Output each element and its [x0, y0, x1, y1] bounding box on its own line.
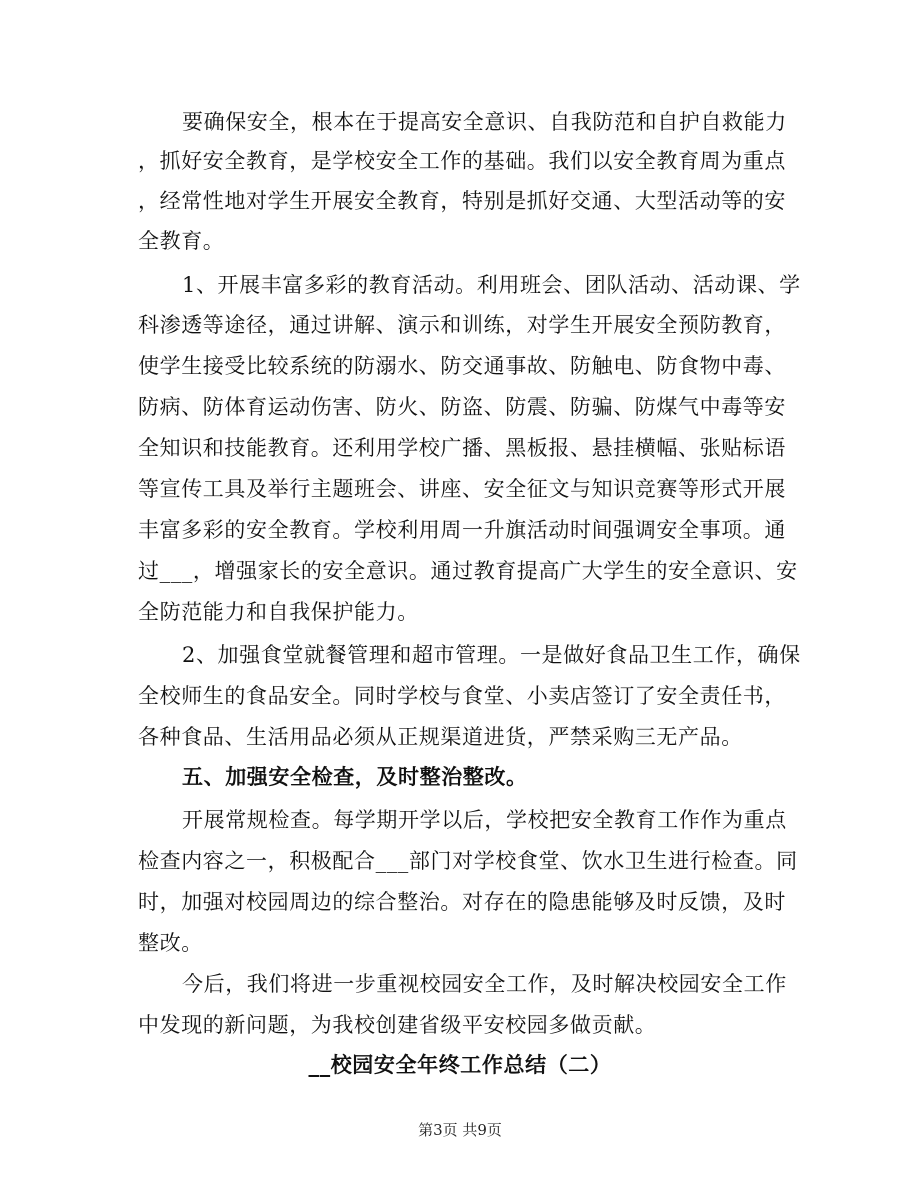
paragraph-1-line-3: ，经常性地对学生开展安全教育，特别是抓好交通、大型活动等的安 [138, 189, 786, 213]
paragraph-2-line-1: 1、开展丰富多彩的教育活动。利用班会、团队活动、活动课、学 [182, 273, 801, 297]
paragraph-3-line-2: 全校师生的食品安全。同时学校与食堂、小卖店签订了安全责任书， [138, 684, 786, 708]
paragraph-5-line-1: 今后，我们将进一步重视校园安全工作，及时解决校园安全工作 [182, 972, 787, 996]
page-number: 第3页 共9页 [418, 1121, 502, 1139]
paragraph-4-line-4: 整改。 [138, 931, 203, 955]
section-title: __校园安全年终工作总结（二） [308, 1052, 612, 1077]
paragraph-3-line-3: 各种食品、生活用品必须从正规渠道进货，严禁采购三无产品。 [138, 725, 743, 749]
paragraph-4-line-3: 时，加强对校园周边的综合整治。对存在的隐患能够及时反馈，及时 [138, 890, 786, 914]
paragraph-2-line-8: 过___，增强家长的安全意识。通过教育提高广大学生的安全意识、安 [138, 559, 798, 583]
paragraph-2-line-5: 全知识和技能教育。还利用学校广播、黑板报、悬挂横幅、张贴标语 [138, 436, 786, 460]
section-heading: 五、加强安全检查，及时整治整改。 [182, 764, 528, 789]
paragraph-4-line-2: 检查内容之一，积极配合___部门对学校食堂、饮水卫生进行检查。同 [138, 849, 798, 873]
paragraph-2-line-6: 等宣传工具及举行主题班会、讲座、安全征文与知识竞赛等形式开展 [138, 477, 786, 501]
paragraph-2-line-3: 使学生接受比较系统的防溺水、防交通事故、防触电、防食物中毒、 [138, 354, 786, 378]
paragraph-2-line-7: 丰富多彩的安全教育。学校利用周一升旗活动时间强调安全事项。通 [138, 518, 786, 542]
paragraph-2-line-9: 全防范能力和自我保护能力。 [138, 600, 419, 624]
paragraph-3-line-1: 2、加强食堂就餐管理和超市管理。一是做好食品卫生工作，确保 [182, 643, 801, 667]
paragraph-1-line-2: ，抓好安全教育，是学校安全工作的基础。我们以安全教育周为重点 [138, 149, 786, 173]
paragraph-1-line-4: 全教育。 [138, 229, 225, 253]
paragraph-4-line-1: 开展常规检查。每学期开学以后，学校把安全教育工作作为重点 [182, 808, 787, 832]
paragraph-2-line-4: 防病、防体育运动伤害、防火、防盗、防震、防骗、防煤气中毒等安 [138, 395, 786, 419]
paragraph-2-line-2: 科渗透等途径，通过讲解、演示和训练，对学生开展安全预防教育， [138, 313, 786, 337]
paragraph-1-line-1: 要确保安全，根本在于提高安全意识、自我防范和自护自救能力 [182, 110, 787, 134]
paragraph-5-line-2: 中发现的新问题，为我校创建省级平安校园多做贡献。 [138, 1013, 657, 1037]
